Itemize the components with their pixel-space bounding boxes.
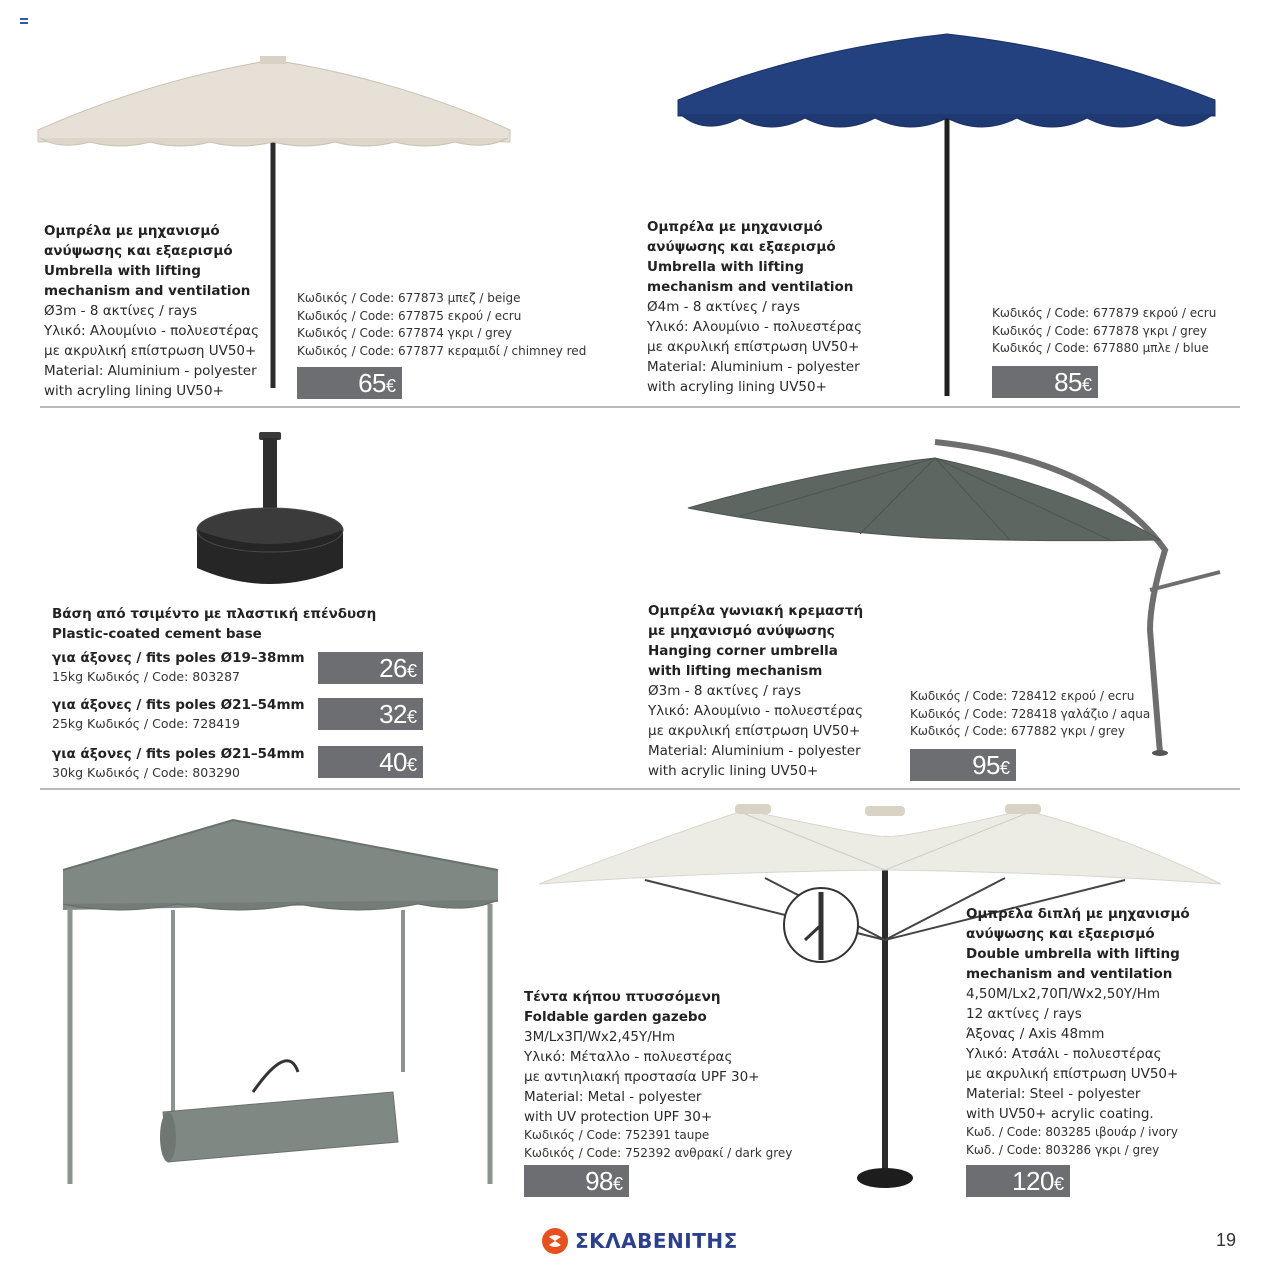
title-line: mechanism and ventilation [966, 966, 1173, 982]
beige-umbrella-codes [297, 290, 586, 360]
title-line: Ομπρέλα με μηχανισμό [647, 219, 823, 235]
brand-logo [541, 1227, 738, 1255]
price-amount: 98 [585, 1166, 613, 1196]
spec-line: Material: Aluminium - polyester [44, 363, 257, 379]
price-amount: 120 [1012, 1166, 1054, 1196]
spec-line: Άξονας / Axis 48mm [966, 1026, 1105, 1042]
gazebo-image [58, 812, 508, 1192]
cement-base-price-15kg [318, 652, 423, 684]
cement-base-price-25kg [318, 698, 423, 730]
code-line: Κωδικός / Code: 677877 κεραμιδί / chimney red [297, 343, 587, 358]
title-line: Double umbrella with lifting [966, 946, 1180, 962]
cement-base-price-30kg [318, 746, 423, 778]
hanging-umbrella-price [910, 749, 1016, 781]
variant-code: 15kg Κωδικός / Code: 803287 [52, 669, 241, 684]
title-line: με μηχανισμό ανύψωσης [648, 623, 835, 639]
spec-line: 12 ακτίνες / rays [966, 1006, 1082, 1022]
price-amount: 65 [358, 368, 386, 398]
title-line: mechanism and ventilation [647, 279, 854, 295]
spec-line: with acryling lining UV50+ [44, 383, 224, 399]
variant-code: 25kg Κωδικός / Code: 728419 [52, 716, 241, 731]
variant-fits: για άξονες / fits poles Ø21–54mm [52, 746, 305, 762]
title-line: Hanging corner umbrella [648, 643, 838, 659]
title-line: ανύψωσης και εξαερισμό [966, 926, 1155, 942]
title-line: Ομπρέλα διπλή με μηχανισμό [966, 906, 1190, 922]
beige-umbrella-price [297, 367, 402, 399]
blue-umbrella-price [992, 366, 1098, 398]
code-line: Κωδικός / Code: 728418 γαλάζιο / aqua [910, 706, 1151, 721]
title-line: Βάση από τσιμέντο με πλαστική επένδυση [52, 606, 377, 622]
spec-line: Ø3m - 8 ακτίνες / rays [648, 683, 801, 699]
price-amount: 85 [1054, 367, 1082, 397]
beige-umbrella-description [44, 221, 259, 401]
spec-line: με ακρυλική επίστρωση UV50+ [648, 723, 861, 739]
code-line: Κωδικός / Code: 677879 εκρού / ecru [992, 306, 1217, 320]
spec-line: Material: Aluminium - polyester [647, 359, 860, 375]
spec-line: Ø3m - 8 ακτίνες / rays [44, 303, 197, 319]
double-umbrella-description [966, 904, 1190, 1159]
currency-symbol: € [385, 376, 396, 396]
spec-line: Υλικό: Αλουμίνιο - πολυεστέρας [44, 323, 259, 339]
spec-line: με ακρυλική επίστρωση UV50+ [966, 1066, 1179, 1082]
currency-symbol: € [1081, 375, 1092, 395]
code-line: Κωδικός / Code: 677880 μπλε / blue [992, 341, 1209, 355]
code-line: Κωδικός / Code: 677875 εκρού / ecru [297, 308, 522, 323]
code-line: Κωδικός / Code: 752391 taupe [524, 1128, 710, 1142]
title-line: Plastic-coated cement base [52, 626, 262, 642]
spec-line: με ακρυλική επίστρωση UV50+ [44, 343, 257, 359]
spec-line: Material: Steel - polyester [966, 1086, 1141, 1102]
title-line: ανύψωσης και εξαερισμό [647, 239, 836, 255]
code-line: Κωδικός / Code: 677873 μπεζ / beige [297, 291, 521, 305]
spec-line: με ακρυλική επίστρωση UV50+ [647, 339, 860, 355]
brand-name: ΣΚΛΑΒΕΝΙΤΗΣ [575, 1229, 738, 1253]
spec-line: με αντιηλιακή προστασία UPF 30+ [524, 1069, 760, 1085]
cement-base-description [52, 604, 376, 644]
title-line: Ομπρέλα με μηχανισμό [44, 223, 220, 239]
variant-code: 30kg Κωδικός / Code: 803290 [52, 765, 241, 780]
blue-umbrella-codes [992, 305, 1216, 358]
title-line: Ομπρέλα γωνιακή κρεμαστή [648, 603, 864, 619]
currency-symbol: € [612, 1174, 623, 1194]
title-line: mechanism and ventilation [44, 283, 251, 299]
currency-symbol: € [406, 661, 417, 681]
title-line: Umbrella with lifting [44, 263, 201, 279]
variant-fits: για άξονες / fits poles Ø21–54mm [52, 697, 305, 713]
cement-base-variant [52, 648, 305, 686]
spec-line: Υλικό: Αλουμίνιο - πολυεστέρας [647, 319, 862, 335]
spec-line: Material: Aluminium - polyester [648, 743, 861, 759]
currency-symbol: € [999, 758, 1010, 778]
spec-line: 4,50Μ/Lx2,70Π/Wx2,50Y/Hm [966, 986, 1161, 1002]
price-amount: 40 [379, 747, 407, 777]
spec-line: Material: Metal - polyester [524, 1089, 702, 1105]
currency-symbol: € [406, 707, 417, 727]
spec-line: with acryling lining UV50+ [647, 379, 827, 395]
code-line: Κωδικός / Code: 677874 γκρι / grey [297, 326, 512, 340]
title-line: with lifting mechanism [648, 663, 823, 679]
title-line: Foldable garden gazebo [524, 1009, 707, 1025]
section-divider [40, 406, 1240, 408]
code-line: Κωδ. / Code: 803285 ιβουάρ / ivory [966, 1125, 1178, 1139]
code-line: Κωδ. / Code: 803286 γκρι / grey [966, 1142, 1160, 1157]
title-line: Umbrella with lifting [647, 259, 804, 275]
code-line: Κωδικός / Code: 677882 γκρι / grey [910, 724, 1125, 738]
section-divider [40, 788, 1240, 790]
spec-line: Ø4m - 8 ακτίνες / rays [647, 299, 800, 315]
price-amount: 32 [379, 699, 407, 729]
spec-line: 3Μ/Lx3Π/Wx2,45Y/Hm [524, 1029, 676, 1045]
spec-line: with acrylic lining UV50+ [648, 763, 819, 779]
price-amount: 26 [379, 653, 407, 683]
language-flag-icon[interactable] [20, 18, 28, 24]
spec-line: with UV50+ acrylic coating. [966, 1106, 1154, 1122]
cement-base-image [195, 428, 355, 598]
title-line: Τέντα κήπου πτυσσόμενη [524, 989, 721, 1005]
code-line: Κωδικός / Code: 677878 γκρι / grey [992, 323, 1207, 338]
double-umbrella-price [966, 1165, 1070, 1197]
page-number: 19 [1216, 1230, 1237, 1250]
title-line: ανύψωσης και εξαερισμό [44, 243, 233, 259]
hanging-umbrella-codes [910, 688, 1150, 741]
spec-line: Υλικό: Αλουμίνιο - πολυεστέρας [648, 703, 863, 719]
cement-base-variant [52, 744, 305, 782]
currency-symbol: € [1053, 1174, 1064, 1194]
cement-base-variant [52, 695, 305, 733]
spec-line: Υλικό: Μέταλλο - πολυεστέρας [524, 1049, 733, 1065]
brand-mark-icon [541, 1227, 569, 1255]
spec-line: Υλικό: Ατσάλι - πολυεστέρας [966, 1046, 1162, 1062]
blue-umbrella-description [647, 217, 862, 397]
price-amount: 95 [972, 750, 1000, 780]
spec-line: with UV protection UPF 30+ [524, 1109, 713, 1125]
hanging-umbrella-description [648, 601, 863, 781]
code-line: Κωδικός / Code: 752392 ανθρακί / dark grey [524, 1145, 793, 1160]
variant-fits: για άξονες / fits poles Ø19–38mm [52, 650, 305, 666]
currency-symbol: € [406, 755, 417, 775]
code-line: Κωδικός / Code: 728412 εκρού / ecru [910, 689, 1135, 703]
